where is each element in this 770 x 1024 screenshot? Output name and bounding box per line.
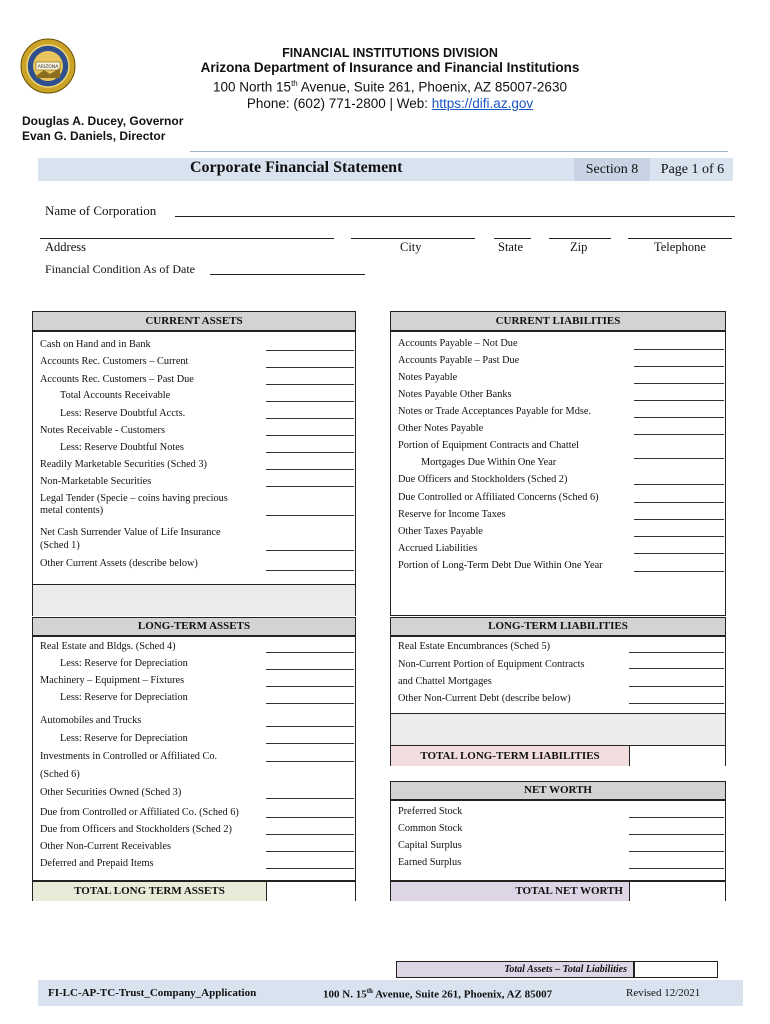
total-net-worth-field[interactable] — [629, 882, 725, 901]
amount-field[interactable] — [634, 458, 724, 459]
total-long-term-liabilities-field[interactable] — [629, 746, 725, 766]
amount-field[interactable] — [266, 761, 354, 762]
amount-field[interactable] — [634, 434, 724, 435]
amount-field[interactable] — [266, 652, 354, 653]
officials — [22, 114, 183, 144]
department-name: Arizona Department of Insurance and Financial Institutions — [200, 60, 580, 75]
list-item: Other Taxes Payable — [398, 526, 483, 537]
list-item: Earned Surplus — [398, 857, 462, 868]
total-net-worth-label: TOTAL NET WORTH — [515, 885, 623, 897]
amount-field[interactable] — [266, 384, 354, 385]
division-name: FINANCIAL INSTITUTIONS DIVISION — [282, 46, 498, 60]
amount-field[interactable] — [629, 834, 724, 835]
list-item: Portion of Equipment Contracts and Chattel — [398, 440, 580, 451]
list-item: Preferred Stock — [398, 806, 463, 817]
list-item: Accounts Rec. Customers – Current — [40, 356, 189, 367]
list-item: Other Current Assets (describe below) — [40, 558, 198, 569]
amount-field[interactable] — [266, 743, 354, 744]
list-item: (Sched 6) — [40, 769, 80, 780]
list-item: Total Accounts Receivable — [60, 390, 171, 401]
amount-field[interactable] — [266, 726, 354, 727]
list-item: Accounts Rec. Customers – Past Due — [40, 374, 194, 385]
list-item: Reserve for Income Taxes — [398, 509, 506, 520]
city-field[interactable] — [351, 238, 475, 239]
list-item: Less: Reserve for Depreciation — [60, 733, 188, 744]
amount-field[interactable] — [634, 349, 724, 350]
amount-field[interactable] — [266, 570, 354, 571]
net-worth-heading: NET WORTH — [391, 782, 725, 801]
list-item: Other Non-Current Receivables — [40, 841, 171, 852]
amount-field[interactable] — [634, 553, 724, 554]
list-item: Less: Reserve for Depreciation — [60, 692, 188, 703]
amount-field[interactable] — [266, 817, 354, 818]
list-item: Machinery – Equipment – Fixtures — [40, 675, 185, 686]
list-item: Notes Payable Other Banks — [398, 389, 512, 400]
long-term-assets-box — [32, 617, 356, 901]
list-item: Due from Officers and Stockholders (Sched 2) — [40, 824, 232, 835]
list-item: Real Estate and Bldgs. (Sched 4) — [40, 641, 176, 652]
net-worth-box — [390, 781, 726, 901]
total-assets-minus-liabilities-field[interactable] — [634, 961, 718, 978]
amount-field[interactable] — [629, 851, 724, 852]
list-item: Other Non-Current Debt (describe below) — [398, 693, 571, 704]
corporation-name-label: Name of Corporation — [45, 203, 157, 218]
amount-field[interactable] — [266, 834, 354, 835]
amount-field[interactable] — [266, 486, 354, 487]
list-item: Deferred and Prepaid Items — [40, 858, 154, 869]
amount-field[interactable] — [634, 417, 724, 418]
list-item: Notes Receivable - Customers — [40, 425, 165, 436]
director-name: Evan G. Daniels, Director — [22, 129, 166, 143]
list-item: Other Securities Owned (Sched 3) — [40, 787, 182, 798]
amount-field[interactable] — [634, 536, 724, 537]
list-item: Notes or Trade Acceptances Payable for Mdse. — [398, 406, 592, 417]
amount-field[interactable] — [266, 435, 354, 436]
list-item: Non-Current Portion of Equipment Contracts — [398, 659, 585, 670]
amount-field[interactable] — [266, 798, 354, 799]
long-term-liabilities-heading: LONG-TERM LIABILITIES — [391, 618, 725, 637]
list-item: Accounts Payable – Past Due — [398, 355, 520, 366]
corporation-name-field[interactable] — [175, 216, 735, 217]
form-title-bar — [38, 158, 733, 181]
zip-field[interactable] — [549, 238, 611, 239]
telephone-label: Telephone — [654, 240, 706, 254]
amount-field[interactable] — [266, 550, 354, 551]
list-item: Due from Controlled or Affiliated Co. (Sched 6) — [40, 807, 239, 818]
long-term-assets-heading: LONG-TERM ASSETS — [33, 618, 355, 637]
list-item: Cash on Hand and in Bank — [40, 339, 151, 350]
list-item: Non-Marketable Securities — [40, 476, 152, 487]
list-item: Due Controlled or Affiliated Concerns (Sched 6) — [398, 492, 599, 503]
state-label: State — [498, 240, 523, 254]
address-field[interactable] — [40, 238, 334, 239]
list-item: Common Stock — [398, 823, 463, 834]
list-item: Real Estate Encumbrances (Sched 5) — [398, 641, 551, 652]
website-link[interactable]: https://difi.az.gov — [431, 95, 534, 111]
total-long-term-liabilities-row — [391, 745, 725, 766]
revision-date: Revised 12/2021 — [626, 987, 701, 999]
amount-field[interactable] — [634, 383, 724, 384]
form-id: FI-LC-AP-TC-Trust_Company_Application — [48, 987, 257, 999]
list-item: (Sched 1) — [40, 540, 80, 551]
governor-name: Douglas A. Ducey, Governor — [22, 114, 184, 128]
total-long-term-assets-label: TOTAL LONG TERM ASSETS — [74, 885, 225, 897]
amount-field[interactable] — [266, 452, 354, 453]
amount-field[interactable] — [266, 703, 354, 704]
total-long-term-assets-row — [33, 880, 355, 901]
list-item: Notes Payable — [398, 372, 458, 383]
amount-field[interactable] — [266, 515, 354, 516]
current-assets-other-area[interactable] — [33, 584, 355, 616]
list-item: Investments in Controlled or Affiliated Co. — [40, 751, 218, 762]
list-item: Net Cash Surrender Value of Life Insurance — [40, 527, 221, 538]
list-item: Mortgages Due Within One Year — [421, 457, 557, 468]
amount-field[interactable] — [629, 668, 724, 669]
amount-field[interactable] — [266, 669, 354, 670]
total-assets-minus-liabilities-label: Total Assets – Total Liabilities — [396, 961, 634, 978]
list-item: Less: Reserve for Depreciation — [60, 658, 188, 669]
amount-field[interactable] — [266, 350, 354, 351]
amount-field[interactable] — [634, 519, 724, 520]
list-item: Accounts Payable – Not Due — [398, 338, 518, 349]
amount-field[interactable] — [634, 484, 724, 485]
agency-address: 100 North 15th Avenue, Suite 261, Phoenix, AZ 85007-2630 — [213, 79, 567, 95]
amount-field[interactable] — [266, 401, 354, 402]
amount-field[interactable] — [634, 400, 724, 401]
section-number: Section 8 — [574, 158, 650, 181]
condition-date-field[interactable] — [210, 274, 365, 275]
total-long-term-liabilities-label: TOTAL LONG-TERM LIABILITIES — [420, 750, 600, 762]
amount-field[interactable] — [629, 817, 724, 818]
list-item: Portion of Long-Term Debt Due Within One Year — [398, 560, 603, 571]
zip-label: Zip — [570, 240, 588, 254]
list-item: Capital Surplus — [398, 840, 462, 851]
list-item: Automobiles and Trucks — [40, 715, 142, 726]
city-label: City — [400, 240, 422, 254]
telephone-field[interactable] — [628, 238, 732, 239]
list-item: metal contents) — [40, 505, 104, 516]
list-item: Less: Reserve Doubtful Notes — [60, 442, 184, 453]
amount-field[interactable] — [266, 469, 354, 470]
amount-field[interactable] — [266, 418, 354, 419]
page-indicator: Page 1 of 6 — [652, 158, 733, 181]
condition-date-label: Financial Condition As of Date — [45, 262, 195, 276]
list-item: Accrued Liabilities — [398, 543, 478, 554]
list-item: Readily Marketable Securities (Sched 3) — [40, 459, 207, 470]
total-net-worth-row — [391, 880, 725, 901]
list-item: Due Officers and Stockholders (Sched 2) — [398, 474, 568, 485]
list-item: Less: Reserve Doubtful Accts. — [60, 408, 186, 419]
amount-field[interactable] — [629, 652, 724, 653]
list-item: and Chattel Mortgages — [398, 676, 492, 687]
list-item: Other Notes Payable — [398, 423, 484, 434]
list-item: Legal Tender (Specie – coins having precious — [40, 493, 228, 504]
current-assets-box — [32, 311, 356, 616]
svg-text:ARIZONA: ARIZONA — [37, 65, 59, 70]
amount-field[interactable] — [266, 686, 354, 687]
current-assets-heading: CURRENT ASSETS — [33, 312, 355, 332]
amount-field[interactable] — [266, 851, 354, 852]
amount-field[interactable] — [634, 502, 724, 503]
header-divider — [190, 151, 728, 152]
state-seal-logo — [20, 38, 76, 94]
address-label: Address — [45, 240, 86, 254]
amount-field[interactable] — [629, 686, 724, 687]
amount-field[interactable] — [629, 703, 724, 704]
form-title: Corporate Financial Statement — [190, 159, 403, 176]
amount-field[interactable] — [266, 367, 354, 368]
state-field[interactable] — [494, 238, 531, 239]
total-long-term-assets-field[interactable] — [266, 882, 355, 901]
amount-field[interactable] — [634, 571, 724, 572]
page-footer — [38, 980, 743, 1006]
amount-field[interactable] — [266, 868, 354, 869]
footer-address: 100 N. 15th Avenue, Suite 261, Phoenix, AZ 85007 — [323, 987, 553, 1001]
current-liabilities-box — [390, 311, 726, 616]
long-term-liabilities-box — [390, 617, 726, 766]
current-liabilities-heading: CURRENT LIABILITIES — [391, 312, 725, 332]
amount-field[interactable] — [629, 868, 724, 869]
agency-header — [150, 46, 630, 112]
long-term-liabilities-other-area[interactable] — [391, 713, 725, 745]
agency-contact: Phone: (602) 771-2800 | Web: https://difi.az.gov — [246, 95, 534, 111]
amount-field[interactable] — [634, 366, 724, 367]
